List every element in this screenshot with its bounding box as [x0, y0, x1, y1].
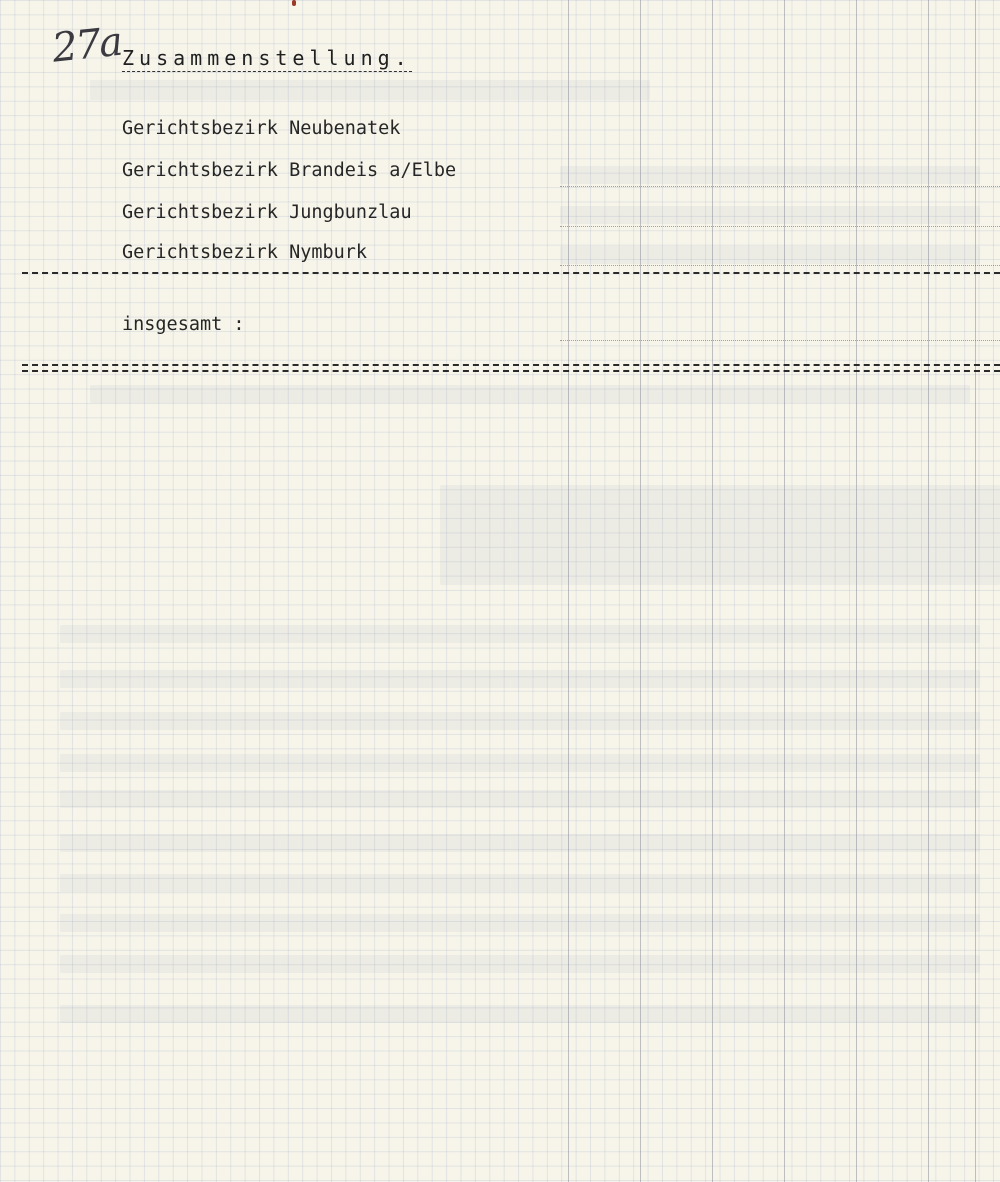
- dotted-row-line: [560, 186, 1000, 187]
- bleed-through: [560, 206, 980, 224]
- bleed-through: [560, 246, 980, 264]
- bleed-through: [560, 166, 980, 184]
- bleed-through: [60, 712, 980, 730]
- bleed-through: [90, 385, 970, 403]
- dotted-row-line: [560, 340, 1000, 341]
- bleed-through: [60, 625, 980, 643]
- separator-dashed-line: [22, 272, 1000, 274]
- bleed-through: [60, 955, 980, 973]
- bleed-through: [60, 914, 980, 932]
- double-separator-line: [22, 364, 1000, 372]
- bleed-through: [60, 790, 980, 808]
- handwritten-annotation: 27a: [50, 18, 124, 72]
- dotted-row-line: [560, 226, 1000, 227]
- district-neubenatek: Gerichtsbezirk Neubenatek: [122, 118, 401, 139]
- bleed-through: [60, 874, 980, 892]
- bleed-through: [60, 1005, 980, 1023]
- red-mark: [292, 0, 296, 6]
- document-title: Zusammenstellung.: [122, 46, 412, 70]
- total-label: insgesamt :: [122, 314, 245, 335]
- bleed-through: [90, 80, 650, 100]
- district-brandeis: Gerichtsbezirk Brandeis a/Elbe: [122, 160, 457, 181]
- district-nymburk: Gerichtsbezirk Nymburk: [122, 242, 368, 263]
- bleed-through: [60, 754, 980, 772]
- bleed-through: [60, 834, 980, 852]
- district-jungbunzlau: Gerichtsbezirk Jungbunzlau: [122, 202, 412, 223]
- dotted-row-line: [560, 265, 1000, 266]
- bleed-through: [440, 485, 1000, 585]
- bleed-through: [60, 670, 980, 688]
